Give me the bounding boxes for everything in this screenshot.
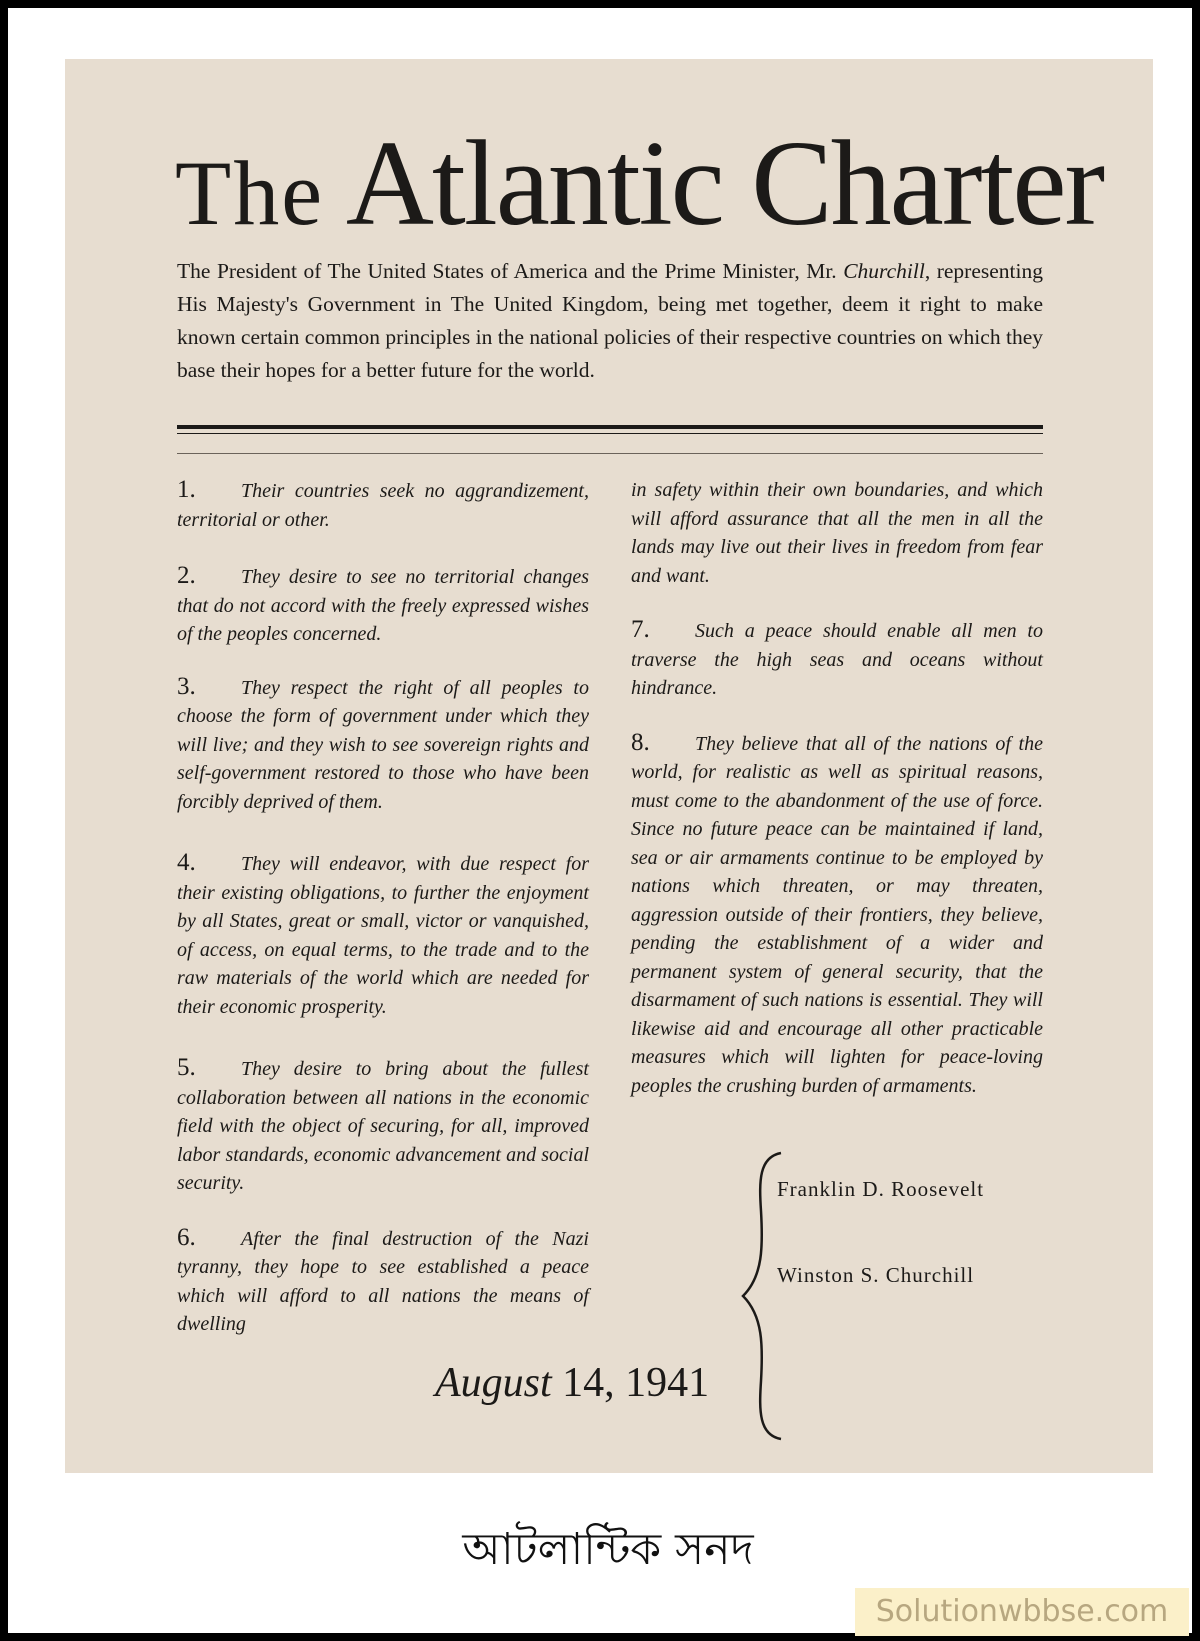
point-text: in safety within their own boundaries, and which will afford assurance that all the men in all the lands may live out their lives in freedom from fear and want.: [631, 479, 1043, 587]
title-rule-thick: [177, 425, 1043, 429]
point-8: [631, 729, 1043, 1101]
date-month: August: [435, 1360, 552, 1406]
point-number: 3.: [177, 672, 196, 700]
right-column: [631, 476, 1043, 1100]
point-number: 7.: [631, 616, 650, 643]
title-main: Atlantic Charter: [345, 116, 1104, 251]
point-number: 4.: [177, 849, 196, 876]
point-text: After the final destruction of the Nazi tyranny, they hope to see established a peace which will afford to all nations the means of dwelling: [177, 1227, 589, 1335]
point-number: 8.: [631, 728, 650, 756]
point-7: [631, 616, 1043, 703]
document-date: [435, 1359, 709, 1407]
point-2: [177, 562, 589, 649]
point-6: [177, 1224, 589, 1339]
intro-uk: His Majesty's Government in The United Kingdom: [177, 292, 644, 316]
point-1: [177, 476, 589, 534]
left-column: [177, 476, 589, 1339]
image-frame: [8, 8, 1192, 1633]
charter-document: [65, 59, 1153, 1473]
signature-churchill: Winston S. Churchill: [777, 1263, 975, 1287]
point-text: Their countries seek no aggrandizement, territorial or other.: [177, 480, 589, 531]
point-text: Such a peace should enable all men to traverse the high seas and oceans without hindrance.: [631, 620, 1043, 699]
intro-part-7: , being met together, deem it right to make known certain common principles in the national policies of their respective countries on which they base their hopes for a better future for the world.: [177, 292, 1044, 382]
point-text: They believe that all of the nations of the world, for realistic as well as spiritual reasons, must come to the abandonment of the use of force. Since no future peace can be maintained if land, sea or air armaments continue to be employed by nations which threaten, or may threaten, aggression outside of their frontiers, they believe, pending the establishment of a wider and permanent system of general security, that the disarmament of such nations is essential. They will likewise aid and encourage all other practicable measures which will lighten for peace-loving peoples the crushing burden of armaments.: [631, 732, 1043, 1097]
intro-churchill: Churchill: [843, 259, 925, 283]
intro-paragraph: [177, 255, 1043, 387]
point-text: They desire to see no territorial changes that do not accord with the freely expressed wishes of the peoples concerned.: [177, 566, 589, 645]
point-number: 1.: [177, 476, 196, 503]
point-number: 5.: [177, 1054, 196, 1081]
bengali-caption: আটলান্টিক সনদ: [462, 1524, 754, 1575]
intro-us: The United States of America: [327, 259, 588, 283]
document-title: [175, 116, 1104, 258]
signature-roosevelt: Franklin D. Roosevelt: [777, 1177, 985, 1201]
point-4: [177, 849, 589, 1021]
section-divider: [177, 453, 1043, 454]
point-text: They will endeavor, with due respect for their existing obligations, to further the enjoyment by all States, great or small, victor or vanquished, of access, on equal terms, to the trade and to the raw materials of the world which are needed for their economic prosperity.: [177, 853, 589, 1018]
site-watermark: Solutionwbbse.com: [855, 1588, 1189, 1636]
point-text: They respect the right of all peoples to choose the form of government under which they will live; and they wish to see sovereign rights and self-government restored to those who have been forcibly deprived of them.: [177, 676, 589, 813]
intro-part-1: The President of: [177, 259, 328, 283]
intro-part-5: , representing: [924, 259, 1043, 283]
title-article: The: [175, 142, 325, 244]
title-rule-thin: [177, 433, 1043, 434]
point-5: [177, 1054, 589, 1198]
point-text: They desire to bring about the fullest collaboration between all nations in the economic field with the object of securing, for all, improved labor standards, economic advancement and social security.: [177, 1058, 589, 1194]
point-6-continued: [631, 476, 1043, 590]
intro-part-3: and the Prime Minister, Mr.: [587, 259, 844, 283]
date-day-year: 14, 1941: [551, 1360, 710, 1406]
point-number: 2.: [177, 562, 196, 589]
point-3: [177, 673, 589, 817]
point-number: 6.: [177, 1223, 196, 1251]
